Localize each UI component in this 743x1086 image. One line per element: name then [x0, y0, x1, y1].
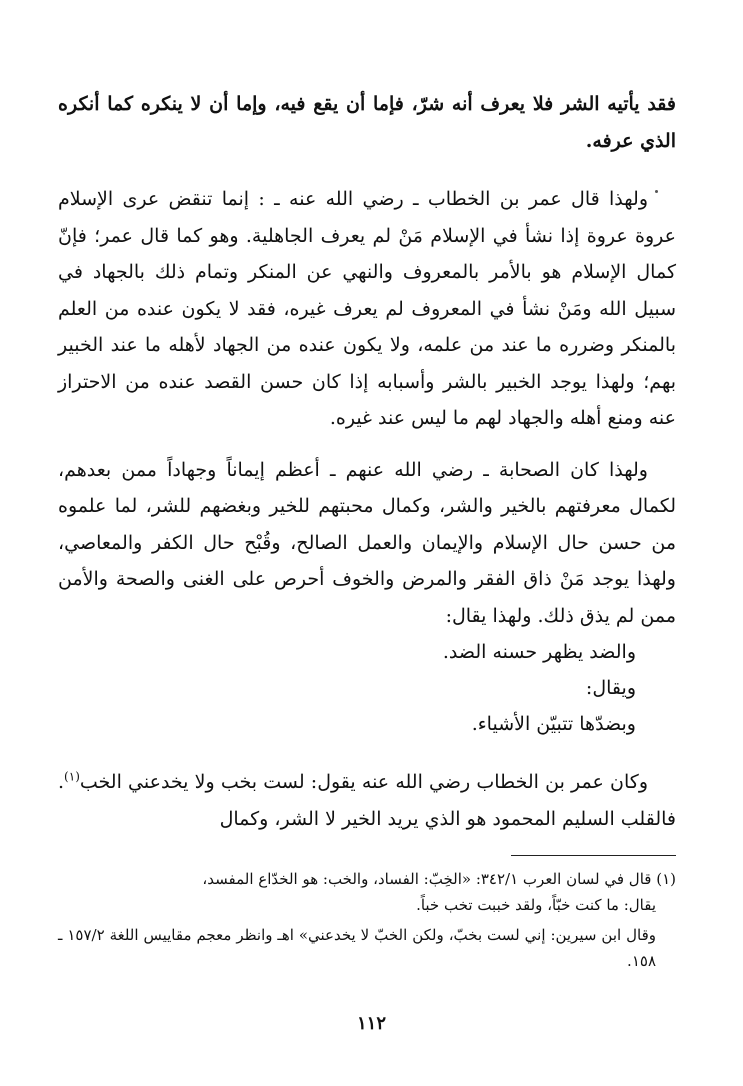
footnotes-section — [58, 866, 676, 974]
paragraph-opening: فقد يأتيه الشر فلا يعرف أنه شرّ، فإما أن يقع فيه، وإما أن لا ينكره كما أنكره الذي عرفه. — [58, 93, 676, 152]
footnote-1-line-2: يقال: ما كنت خبّاً، ولقد خببت تخب خباً. — [416, 896, 656, 914]
page-number: ١١٢ — [356, 1013, 386, 1034]
footnote-reference[interactable]: (١) — [64, 769, 80, 784]
paragraph-umar-khabb — [58, 764, 676, 837]
paragraph-text-end: . فالقلب السليم المحمود هو الذي يريد الخير لا الشر، وكمال — [58, 771, 676, 830]
footnote-1-line-1: (١) قال في لسان العرب ٣٤٢/١: «الخِبّ: الفساد، والخب: هو الخدّاع المفسد، — [202, 870, 676, 888]
footnote-1-line-3: وقال ابن سيرين: إني لست بخبّ، ولكن الخبّ لا يخدعني» اهـ وانظر معجم مقاييس اللغة ١٥٧/٢ ـ ١٥٨. — [58, 926, 656, 970]
paragraph-text-start: وكان عمر بن الخطاب رضي الله عنه يقول: لست بخب ولا يخدعني الخب — [79, 771, 648, 793]
footnote-divider — [511, 855, 676, 856]
verse-line-1: والضد يظهر حسنه الضد. — [442, 641, 636, 663]
paragraph-companions: ولهذا كان الصحابة ـ رضي الله عنهم ـ أعظم إيماناً وجهاداً ممن بعدهم، لكمال معرفتهم بالخير والشر، وكمال محبتهم للخير وبغضهم للشر، لما علموه من حسن حال الإسلام والإيمان والعمل الصالح، وقُبْح حال الكفر والمعاصي، ولهذا يوجد مَنْ ذاق الفقر والمرض والخوف أحرص على الغنى والصحة والأمن ممن لم يذق ذلك. ولهذا يقال: — [58, 458, 676, 627]
page-body — [58, 86, 676, 837]
verse-line-2: وبضدّها تتبيّن الأشياء. — [471, 713, 636, 735]
paragraph-umar-quote: ولهذا قال عمر بن الخطاب ـ رضي الله عنه ـ : إنما تنقض عرى الإسلام عروة عروة إذا نشأ في الإسلام مَنْ لم يعرف الجاهلية. وهو كما قال عمر؛ فإنّ كمال الإسلام هو بالأمر بالمعروف والنهي عن المنكر وتمام ذلك بالجهاد في سبيل الله ومَنْ نشأ في المعروف لم يعرف غيره، فقد لا يكون عنده من العلم بالمنكر وضرره ما عند من علمه، ولا يكون عنده من الجهاد لأهله ما عند الخبير بهم؛ ولهذا يوجد الخبير بالشر وأسبابه إذا كان حسن القصد عنده من الاحتراز عنه ومنع أهله والجهاد لهم ما ليس عند غيره. — [58, 188, 676, 429]
paragraph-and-it-is-said: ويقال: — [585, 677, 636, 699]
